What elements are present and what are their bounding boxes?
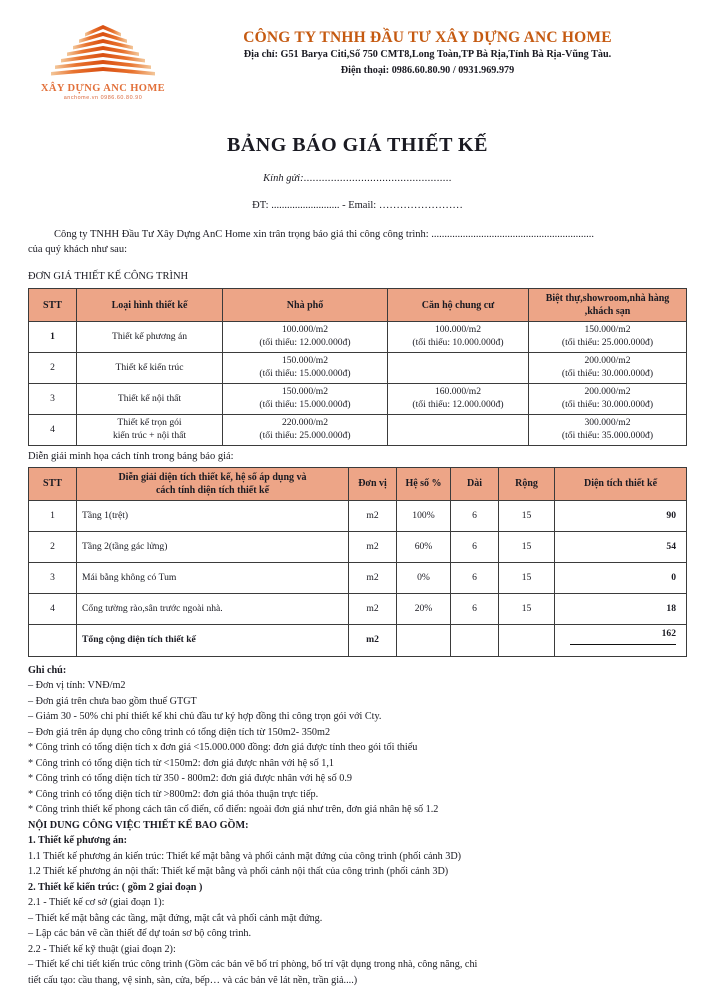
price-main: 150.000/m2: [584, 324, 631, 336]
content-heading: NỘI DUNG CÔNG VIỆC THIẾT KẾ BAO GỒM:: [28, 819, 249, 831]
cell-townhouse: [223, 353, 388, 384]
cell-villa: [529, 353, 687, 384]
intro-paragraph: [28, 227, 687, 257]
cell-coefficient: [397, 624, 451, 656]
note-item: * Công trình có tổng diện tích từ 350 - 800m2: đơn giá được nhân với hệ số 0.9: [28, 773, 353, 785]
cell-description: Tầng 2(tầng gác lửng): [77, 531, 349, 562]
cell-design-type: Thiết kế kiến trúc: [77, 353, 223, 384]
content-item-2-2a: – Thiết kế chi tiết kiến trúc công trình (Gồm các bản vẽ bố trí phòng, bố trí vật dụng trong nhà, công năng, chi: [28, 959, 478, 971]
price-main: 160.000/m2: [434, 386, 482, 398]
total-underline: [570, 643, 676, 645]
th-description-line-2: cách tính diện tích thiết kế: [155, 484, 270, 496]
cell-unit: m2: [349, 593, 397, 624]
logo-company-name: XÂY DỰNG ANC HOME: [40, 83, 166, 94]
cell-coefficient: 100%: [397, 500, 451, 531]
company-address: Địa chỉ: G51 Barya Citi,Số 750 CMT8,Long Toàn,TP Bà Rịa,Tỉnh Bà Rịa-Vũng Tàu.: [243, 49, 612, 61]
price-main: 100.000/m2: [434, 324, 482, 336]
intro-line-1: Công ty TNHH Đầu Tư Xây Dựng AnC Home xin trân trọng báo giá thi công công trình: ..............................................................: [54, 229, 595, 240]
price-min: (tối thiểu: 35.000.000đ): [561, 430, 654, 441]
th-unit: Đơn vị: [349, 467, 397, 500]
cell-length: 6: [451, 500, 499, 531]
cell-apartment: [388, 322, 529, 353]
th-description: [77, 467, 349, 500]
price-min: (tối thiểu: 30.000.000đ): [561, 399, 654, 411]
note-item: – Đơn giá trên chưa bao gồm thuế GTGT: [28, 695, 197, 707]
table-row: [29, 353, 687, 384]
content-item-1-2: 1.2 Thiết kế phương án nội thất: Thiết kế mặt bằng và phối cảnh nội thất của công trình (phối cảnh 3D): [28, 866, 449, 878]
content-item-2-1a: – Thiết kế mặt bằng các tầng, mặt đứng, mặt cắt và phối cảnh mặt đứng.: [28, 912, 323, 924]
cell-stt: [29, 624, 77, 656]
cell-apartment: [388, 384, 529, 415]
cell-design-area: 18: [555, 593, 687, 624]
th-design-type: Loại hình thiết kế: [77, 289, 223, 322]
note-item: – Giảm 30 - 50% chi phí thiết kế khi chủ đầu tư ký hợp đồng thi công trọn gói với Cty.: [28, 711, 382, 723]
cell-length: 6: [451, 593, 499, 624]
cell-unit: m2: [349, 500, 397, 531]
content-section-2-title: 2. Thiết kế kiến trúc: ( gồm 2 giai đoạn ): [28, 881, 203, 893]
table-row: [29, 593, 687, 624]
cell-coefficient: 60%: [397, 531, 451, 562]
th-stt: STT: [29, 467, 77, 500]
cell-stt: 3: [29, 562, 77, 593]
table-row: [29, 562, 687, 593]
cell-apartment: [388, 353, 529, 384]
th-villa: Biệt thự,showroom,nhà hàng ,khách sạn: [529, 289, 687, 322]
price-main: 100.000/m2: [281, 324, 329, 336]
cell-stt: 3: [29, 384, 77, 415]
contact-line: [28, 200, 687, 211]
content-item-1-1: 1.1 Thiết kế phương án kiến trúc: Thiết kế mặt bằng và phối cảnh mặt đứng của công trình (phối cảnh 3D): [28, 850, 462, 862]
cell-design-type: Thiết kế nội thất: [77, 384, 223, 415]
cell-stt: 4: [29, 593, 77, 624]
table-header-row: [29, 289, 687, 322]
cell-stt: 1: [29, 322, 77, 353]
th-townhouse: Nhà phố: [223, 289, 388, 322]
cell-stt: 4: [29, 415, 77, 446]
cell-description: Cổng tường rào,sân trước ngoài nhà.: [77, 593, 349, 624]
cell-townhouse: [223, 415, 388, 446]
table-header-row: [29, 467, 687, 500]
note-item: * Công trình có tổng diện tích x đơn giá <15.000.000 đồng: đơn giá được tính theo gói tối thiểu: [28, 742, 418, 754]
table-total-row: [29, 624, 687, 656]
company-phone: Điện thoại: 0986.60.80.90 / 0931.969.979: [340, 64, 515, 76]
content-item-2-1b: – Lập các bản vẽ cần thiết để dự toán sơ bộ công trình.: [28, 928, 252, 940]
cell-unit: m2: [349, 562, 397, 593]
logo-subtitle: anchome.vn 0986.60.80.90: [63, 95, 143, 101]
price-main: 150.000/m2: [281, 355, 329, 367]
type-line-1: Thiết kế trọn gói: [117, 417, 182, 429]
th-design-area: Diện tích thiết kế: [555, 467, 687, 500]
building-logo-icon: [47, 22, 159, 82]
cell-width: 15: [499, 500, 555, 531]
total-area-value: 162: [661, 627, 676, 639]
page-title: BẢNG BÁO GIÁ THIẾT KẾ: [227, 134, 488, 156]
note-item: * Công trình có tổng diện tích từ >800m2: đơn giá thỏa thuận trực tiếp.: [28, 788, 319, 800]
company-logo: [28, 18, 178, 101]
cell-width: 15: [499, 562, 555, 593]
cell-total-area: [555, 624, 687, 656]
contact-separator: -: [342, 200, 346, 211]
cell-unit: m2: [349, 624, 397, 656]
cell-villa: [529, 322, 687, 353]
cell-coefficient: 20%: [397, 593, 451, 624]
company-header-text: [178, 18, 677, 78]
note-item: – Đơn vị tính: VNĐ/m2: [28, 680, 126, 692]
intro-line-2: của quý khách như sau:: [28, 244, 127, 256]
table-row: [29, 415, 687, 446]
cell-length: [451, 624, 499, 656]
price-min: (tối thiểu: 25.000.000đ): [259, 430, 351, 441]
section-pricing-label: ĐƠN GIÁ THIẾT KẾ CÔNG TRÌNH: [28, 271, 189, 283]
cell-width: [499, 624, 555, 656]
recipient-line: [28, 173, 687, 184]
cell-total-label: Tổng cộng diện tích thiết kế: [77, 624, 349, 656]
notes-section: [28, 663, 687, 988]
price-main: 200.000/m2: [584, 355, 631, 367]
cell-townhouse: [223, 322, 388, 353]
price-min: (tối thiểu: 12.000.000đ): [259, 337, 351, 349]
cell-width: 15: [499, 531, 555, 562]
email-dots: ……………………: [378, 200, 463, 211]
th-length: Dài: [451, 467, 499, 500]
cell-design-area: 90: [555, 500, 687, 531]
cell-unit: m2: [349, 531, 397, 562]
price-main: 220.000/m2: [281, 417, 329, 429]
phone-dots: ..........................: [271, 200, 340, 211]
price-main: 300.000/m2: [584, 417, 631, 429]
cell-design-type: Thiết kế phương án: [77, 322, 223, 353]
cell-villa: [529, 384, 687, 415]
cell-design-area: 0: [555, 562, 687, 593]
price-min: (tối thiểu: 30.000.000đ): [561, 368, 654, 380]
notes-title: Ghi chú:: [28, 664, 67, 676]
cell-design-type: [77, 415, 223, 446]
cell-description: Tầng 1(trệt): [77, 500, 349, 531]
cell-design-area: 54: [555, 531, 687, 562]
table-row: [29, 531, 687, 562]
cell-stt: 1: [29, 500, 77, 531]
cell-stt: 2: [29, 531, 77, 562]
content-item-2-2: 2.2 - Thiết kế kỹ thuật (giai đoạn 2):: [28, 943, 176, 955]
content-item-2-1: 2.1 - Thiết kế cơ sở (giai đoạn 1):: [28, 897, 165, 909]
cell-villa: [529, 415, 687, 446]
price-min: (tối thiểu: 15.000.000đ): [259, 368, 351, 380]
cell-stt: 2: [29, 353, 77, 384]
th-apartment: Căn hộ chung cư: [388, 289, 529, 322]
th-description-line-1: Diễn giải diện tích thiết kế, hệ số áp dụng và: [118, 471, 307, 483]
price-min: (tối thiểu: 10.000.000đ): [412, 337, 504, 349]
note-item: * Công trình có tổng diện tích từ <150m2: đơn giá được nhân với hệ số 1,1: [28, 757, 334, 769]
th-stt: STT: [29, 289, 77, 322]
price-min: (tối thiểu: 12.000.000đ): [412, 399, 504, 411]
th-width: Rộng: [499, 467, 555, 500]
cell-length: 6: [451, 531, 499, 562]
content-item-2-2b: tiết cấu tạo: cầu thang, vệ sinh, sàn, cửa, bếp… và các bản vẽ lát nền, trần giả....): [28, 974, 358, 986]
cell-townhouse: [223, 384, 388, 415]
cell-description: Mái bằng không có Tum: [77, 562, 349, 593]
phone-label: ĐT:: [252, 200, 269, 211]
section-explanation-label: Diễn giải minh họa cách tính trong bảng báo giá:: [28, 450, 234, 462]
recipient-dots: .................................................: [303, 173, 452, 184]
document-header: [28, 18, 687, 118]
design-price-table: [28, 288, 687, 446]
th-coefficient: Hệ số %: [397, 467, 451, 500]
email-label: Email:: [348, 200, 377, 211]
note-item: – Đơn giá trên áp dụng cho công trình có tổng diện tích từ 150m2- 350m2: [28, 726, 331, 738]
type-line-2: kiến trúc + nội thất: [112, 430, 187, 441]
cell-width: 15: [499, 593, 555, 624]
recipient-label: Kính gửi:: [263, 173, 304, 184]
price-min: (tối thiểu: 25.000.000đ): [561, 337, 654, 349]
table-row: [29, 500, 687, 531]
cell-apartment: [388, 415, 529, 446]
content-section-1-title: 1. Thiết kế phương án:: [28, 835, 128, 847]
table-row: [29, 322, 687, 353]
price-main: 150.000/m2: [281, 386, 329, 398]
table-row: [29, 384, 687, 415]
price-min: (tối thiểu: 15.000.000đ): [259, 399, 351, 411]
note-item: * Công trình thiết kế phong cách tân cổ điển, cổ điển: ngoài đơn giá như trên, đơn giá nhân hệ số 1.2: [28, 804, 439, 816]
cell-length: 6: [451, 562, 499, 593]
cell-coefficient: 0%: [397, 562, 451, 593]
company-name: CÔNG TY TNHH ĐẦU TƯ XÂY DỰNG ANC HOME: [243, 29, 612, 46]
area-calculation-table: [28, 467, 687, 657]
price-main: 200.000/m2: [584, 386, 631, 398]
